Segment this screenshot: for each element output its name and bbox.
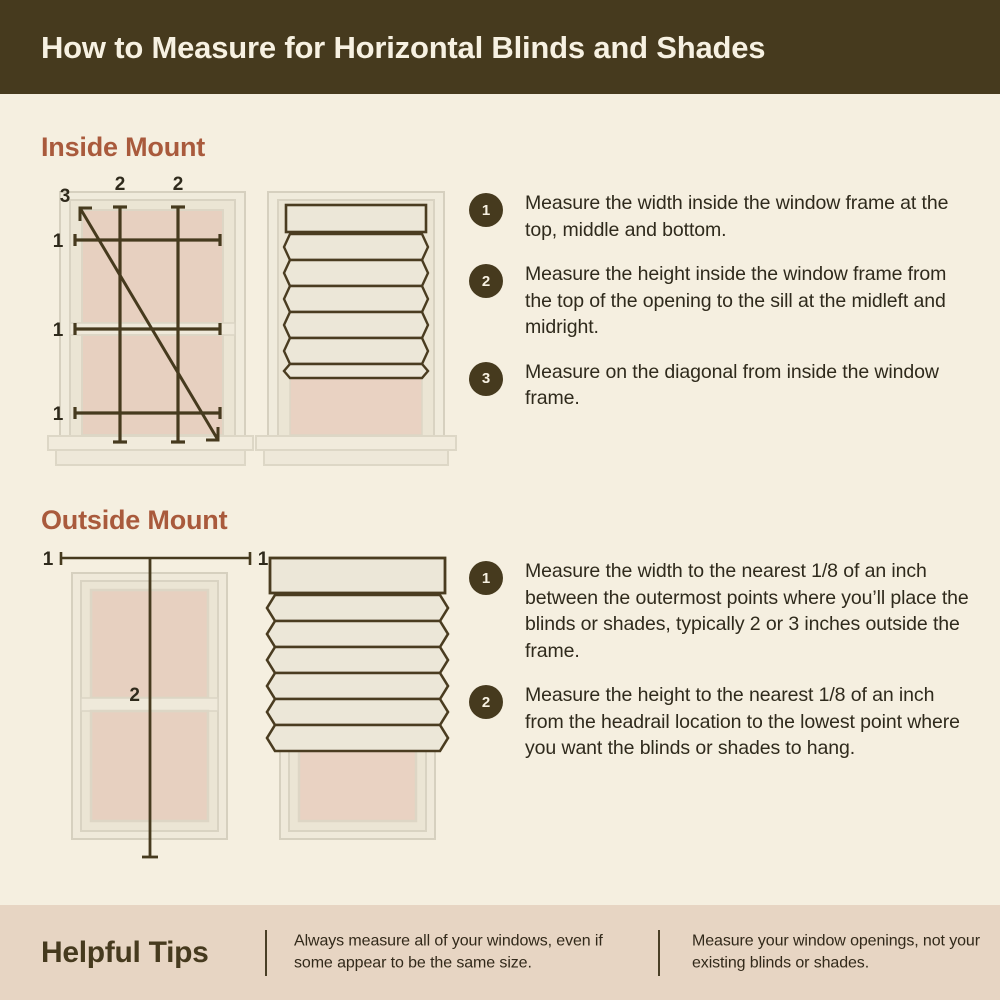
- window-lower-glass: [82, 335, 223, 435]
- shade-window-glass: [290, 377, 422, 435]
- list-item: [469, 190, 961, 243]
- step-number-badge: 1: [469, 561, 503, 595]
- outside-mount-step-list: [469, 558, 969, 780]
- step-text: Measure the height to the nearest 1/8 of an inch from the headrail location to the lowest point where you want the blinds or shades to hang.: [525, 684, 960, 760]
- section-heading-outside-mount: Outside Mount: [41, 505, 228, 535]
- list-item: [469, 558, 969, 664]
- label-om-width-right-1: 1: [257, 549, 269, 570]
- shade-pleat: [284, 364, 428, 378]
- shade-pleat: [284, 260, 428, 286]
- shade-pleats: [284, 234, 428, 378]
- om-shade-headrail: [270, 558, 445, 593]
- step-text: Measure the height inside the window frame from the top of the opening to the sill at the midleft and midright.: [525, 263, 947, 339]
- om-width-measure-line: [61, 552, 250, 565]
- step-text: Measure the width to the nearest 1/8 of an inch between the outermost points where you’ll place the blinds or shades, typically 2 or 3 inches outside the frame.: [525, 560, 969, 662]
- page-title: How to Measure for Horizontal Blinds and Shades: [41, 30, 766, 65]
- window-sill-apron: [56, 450, 245, 465]
- window-upper-glass: [82, 210, 223, 323]
- label-om-height-2: 2: [129, 685, 140, 706]
- shade-pleat: [267, 621, 448, 647]
- header-bar: [0, 0, 1000, 94]
- shade-pleat: [267, 725, 448, 751]
- section-heading-inside-mount: Inside Mount: [41, 132, 206, 162]
- list-item: [469, 359, 961, 412]
- shade-pleat: [267, 673, 448, 699]
- window-sill-top: [48, 436, 253, 450]
- label-width-right-2: 2: [172, 174, 184, 195]
- inside-mount-diagram: [40, 172, 460, 467]
- om-shade-pleats: [267, 595, 448, 751]
- shade-window-sill-top: [256, 436, 456, 450]
- shade-pleat: [267, 595, 448, 621]
- step-number-badge: 2: [469, 264, 503, 298]
- outside-mount-window-with-shade: [267, 558, 448, 839]
- shade-pleat: [267, 647, 448, 673]
- inside-mount-step-list: [469, 190, 961, 430]
- label-height-mid-1: 1: [52, 320, 64, 341]
- footer-divider: [658, 930, 660, 976]
- step-number-badge: 3: [469, 362, 503, 396]
- footer-tip: Measure your window openings, not your existing blinds or shades.: [692, 931, 980, 972]
- step-text: Measure on the diagonal from inside the window frame.: [525, 360, 939, 410]
- footer-bar: [0, 905, 1000, 1000]
- label-width-left-2: 2: [114, 174, 126, 195]
- shade-pleat: [284, 312, 428, 338]
- list-item: [469, 682, 969, 762]
- label-om-width-left-1: 1: [42, 549, 54, 570]
- label-diagonal-3: 3: [59, 186, 71, 207]
- label-height-top-1: 1: [52, 231, 64, 252]
- outside-mount-diagram: [30, 543, 460, 873]
- list-item: [469, 261, 961, 341]
- label-height-bottom-1: 1: [52, 404, 64, 425]
- step-number-badge: 1: [469, 193, 503, 227]
- footer-title: Helpful Tips: [41, 935, 209, 969]
- shade-pleat: [284, 338, 428, 364]
- shade-window-sill-apron: [264, 450, 448, 465]
- shade-pleat: [267, 699, 448, 725]
- footer-tip: Always measure all of your windows, even if some appear to be the same size.: [294, 931, 603, 972]
- footer-divider: [265, 930, 267, 976]
- shade-pleat: [284, 234, 428, 260]
- inside-mount-window-with-shade: [256, 192, 456, 465]
- step-number-badge: 2: [469, 685, 503, 719]
- shade-pleat: [284, 286, 428, 312]
- shade-headrail: [286, 205, 426, 232]
- step-text: Measure the width inside the window frame at the top, middle and bottom.: [525, 192, 949, 241]
